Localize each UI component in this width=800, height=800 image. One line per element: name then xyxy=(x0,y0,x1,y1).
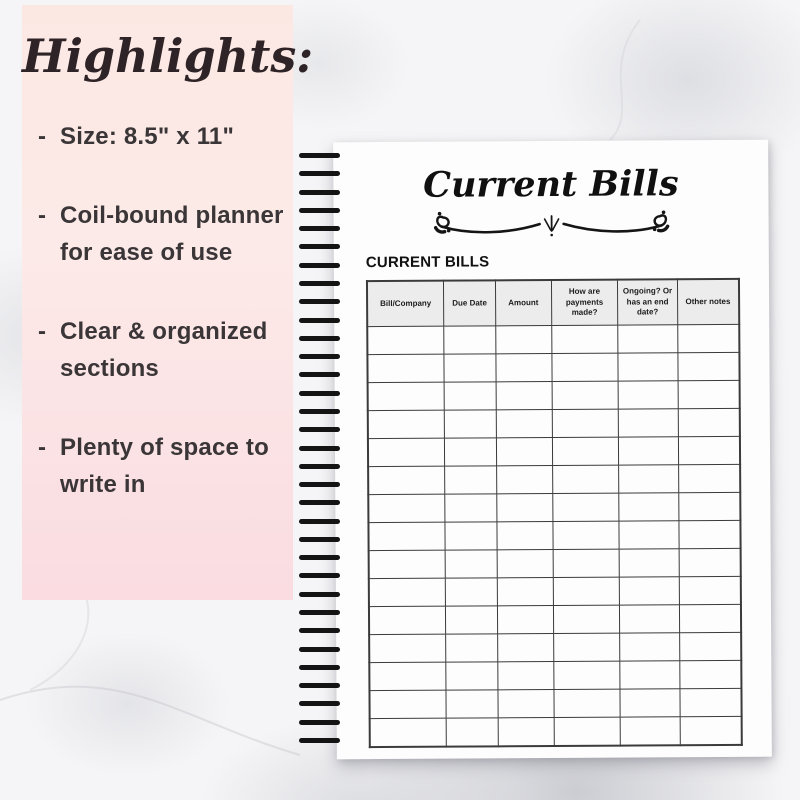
empty-cell xyxy=(552,437,619,465)
empty-cell xyxy=(367,326,444,354)
highlight-item xyxy=(38,429,285,503)
empty-cell xyxy=(554,689,621,717)
column-header: Due Date xyxy=(444,280,496,326)
empty-cell xyxy=(552,493,619,521)
table-row xyxy=(367,352,739,382)
highlight-text: Clear & organized sections xyxy=(60,317,268,382)
coil-ring xyxy=(299,537,340,542)
empty-cell xyxy=(552,465,619,493)
empty-cell xyxy=(680,716,742,745)
coil-ring xyxy=(299,610,340,615)
coil-ring xyxy=(299,226,340,231)
empty-cell xyxy=(618,381,678,409)
table-row xyxy=(369,660,741,690)
empty-cell xyxy=(496,438,552,466)
empty-cell xyxy=(618,409,678,437)
table-row xyxy=(369,688,741,718)
empty-cell xyxy=(678,492,740,520)
empty-cell xyxy=(446,606,498,634)
table-header-row xyxy=(367,279,739,327)
empty-cell xyxy=(497,522,553,550)
table-row xyxy=(368,520,740,550)
coil-ring xyxy=(299,500,340,505)
table-row xyxy=(369,576,741,606)
highlight-item xyxy=(38,197,285,271)
empty-cell xyxy=(369,606,446,634)
coil-ring xyxy=(299,701,340,706)
empty-cell xyxy=(551,325,618,353)
empty-cell xyxy=(370,718,447,747)
empty-cell xyxy=(497,577,553,605)
empty-cell xyxy=(368,438,445,466)
empty-cell xyxy=(679,548,741,576)
empty-cell xyxy=(444,382,496,410)
empty-cell xyxy=(498,661,554,689)
empty-cell xyxy=(553,633,620,661)
empty-cell xyxy=(369,662,446,690)
empty-cell xyxy=(368,522,445,550)
coil-ring xyxy=(299,738,340,743)
empty-cell xyxy=(554,717,621,746)
column-header: How are payments made? xyxy=(551,280,618,326)
coil-ring xyxy=(299,427,340,432)
empty-cell xyxy=(444,354,496,382)
empty-cell xyxy=(679,632,741,660)
coil-ring xyxy=(299,482,340,487)
table-row xyxy=(368,436,740,466)
empty-cell xyxy=(444,410,496,438)
empty-cell xyxy=(497,633,553,661)
coil-ring xyxy=(299,519,340,524)
empty-cell xyxy=(445,578,497,606)
empty-cell xyxy=(445,466,497,494)
empty-cell xyxy=(445,522,497,550)
coil-ring xyxy=(299,628,340,633)
bullet-dash: - xyxy=(38,317,47,345)
empty-cell xyxy=(552,353,619,381)
table-row xyxy=(369,604,741,634)
coil-ring xyxy=(299,299,340,304)
empty-cell xyxy=(496,326,552,354)
empty-cell xyxy=(496,382,552,410)
table-row xyxy=(369,548,741,578)
empty-cell xyxy=(444,326,496,354)
empty-cell xyxy=(620,605,680,633)
empty-cell xyxy=(498,717,554,746)
highlight-item xyxy=(38,313,285,387)
empty-cell xyxy=(680,660,742,688)
empty-cell xyxy=(620,717,680,746)
empty-cell xyxy=(369,690,446,718)
highlight-text: Size: 8.5" x 11" xyxy=(60,122,235,150)
empty-cell xyxy=(368,466,445,494)
empty-cell xyxy=(497,550,553,578)
empty-cell xyxy=(552,409,619,437)
empty-cell xyxy=(368,382,445,410)
empty-cell xyxy=(368,410,445,438)
empty-cell xyxy=(446,718,498,747)
highlights-title: Highlights: xyxy=(22,29,314,83)
table-row xyxy=(368,464,740,494)
coil-ring xyxy=(299,665,340,670)
coil-ring xyxy=(299,190,340,195)
empty-cell xyxy=(497,494,553,522)
empty-cell xyxy=(678,464,740,492)
empty-cell xyxy=(497,605,553,633)
page-script-title: Current Bills xyxy=(423,163,679,206)
empty-cell xyxy=(496,354,552,382)
empty-cell xyxy=(679,604,741,632)
empty-cell xyxy=(367,354,444,382)
empty-cell xyxy=(678,380,740,408)
section-label: CURRENT BILLS xyxy=(365,253,490,272)
empty-cell xyxy=(619,493,679,521)
empty-cell xyxy=(369,634,446,662)
coil-ring xyxy=(299,372,340,377)
coil-ring xyxy=(299,720,340,725)
highlight-text: Coil-bound planner for ease of use xyxy=(60,201,284,266)
coil-ring xyxy=(299,555,340,560)
column-header: Ongoing? Or has an end date? xyxy=(618,279,678,325)
table-row xyxy=(368,380,740,410)
empty-cell xyxy=(619,437,679,465)
table-row xyxy=(369,632,741,662)
coil-ring xyxy=(299,153,340,158)
empty-cell xyxy=(680,688,742,716)
table-row xyxy=(367,324,739,354)
empty-cell xyxy=(446,634,498,662)
coil-ring xyxy=(299,409,340,414)
coil-ring xyxy=(299,171,340,176)
coil-ring xyxy=(299,647,340,652)
coil-ring xyxy=(299,263,340,268)
coil-ring xyxy=(299,573,340,578)
empty-cell xyxy=(496,410,552,438)
bullet-dash: - xyxy=(38,433,47,461)
empty-cell xyxy=(553,605,620,633)
empty-cell xyxy=(620,689,680,717)
coil-ring xyxy=(299,464,340,469)
decorative-flourish-icon xyxy=(431,204,671,239)
empty-cell xyxy=(498,689,554,717)
empty-cell xyxy=(620,633,680,661)
empty-cell xyxy=(677,324,739,352)
coil-ring xyxy=(299,446,340,451)
empty-cell xyxy=(553,577,620,605)
empty-cell xyxy=(618,353,678,381)
empty-cell xyxy=(553,549,620,577)
empty-cell xyxy=(618,325,678,353)
table-row xyxy=(368,408,740,438)
coil-ring xyxy=(299,281,340,286)
coil-ring xyxy=(299,391,340,396)
coil-ring xyxy=(299,244,340,249)
coil-ring xyxy=(299,208,340,213)
empty-cell xyxy=(445,438,497,466)
highlight-text: Plenty of space to write in xyxy=(60,433,269,498)
planner-page xyxy=(333,140,772,760)
empty-cell xyxy=(619,465,679,493)
empty-cell xyxy=(619,549,679,577)
bullet-dash: - xyxy=(38,122,47,150)
empty-cell xyxy=(553,521,620,549)
empty-cell xyxy=(679,520,741,548)
empty-cell xyxy=(446,690,498,718)
column-header: Bill/Company xyxy=(367,281,444,327)
empty-cell xyxy=(620,661,680,689)
empty-cell xyxy=(619,521,679,549)
empty-cell xyxy=(496,466,552,494)
empty-cell xyxy=(619,577,679,605)
empty-cell xyxy=(679,576,741,604)
bullet-dash: - xyxy=(38,201,47,229)
coil-ring xyxy=(299,592,340,597)
empty-cell xyxy=(368,494,445,522)
empty-cell xyxy=(678,436,740,464)
empty-cell xyxy=(552,381,619,409)
empty-cell xyxy=(445,550,497,578)
empty-cell xyxy=(553,661,620,689)
highlight-item xyxy=(38,118,285,155)
table-row xyxy=(370,716,742,747)
highlights-list xyxy=(22,118,293,503)
coil-ring xyxy=(299,354,340,359)
empty-cell xyxy=(678,352,740,380)
column-header: Other notes xyxy=(677,279,739,325)
spiral-binding xyxy=(299,153,340,743)
column-header: Amount xyxy=(495,280,551,326)
empty-cell xyxy=(369,578,446,606)
coil-ring xyxy=(299,336,340,341)
bills-table xyxy=(366,278,743,748)
empty-cell xyxy=(369,550,446,578)
highlights-panel xyxy=(22,5,314,600)
table-row xyxy=(368,492,740,522)
coil-ring xyxy=(299,683,340,688)
empty-cell xyxy=(445,494,497,522)
coil-ring xyxy=(299,318,340,323)
empty-cell xyxy=(446,662,498,690)
empty-cell xyxy=(678,408,740,436)
